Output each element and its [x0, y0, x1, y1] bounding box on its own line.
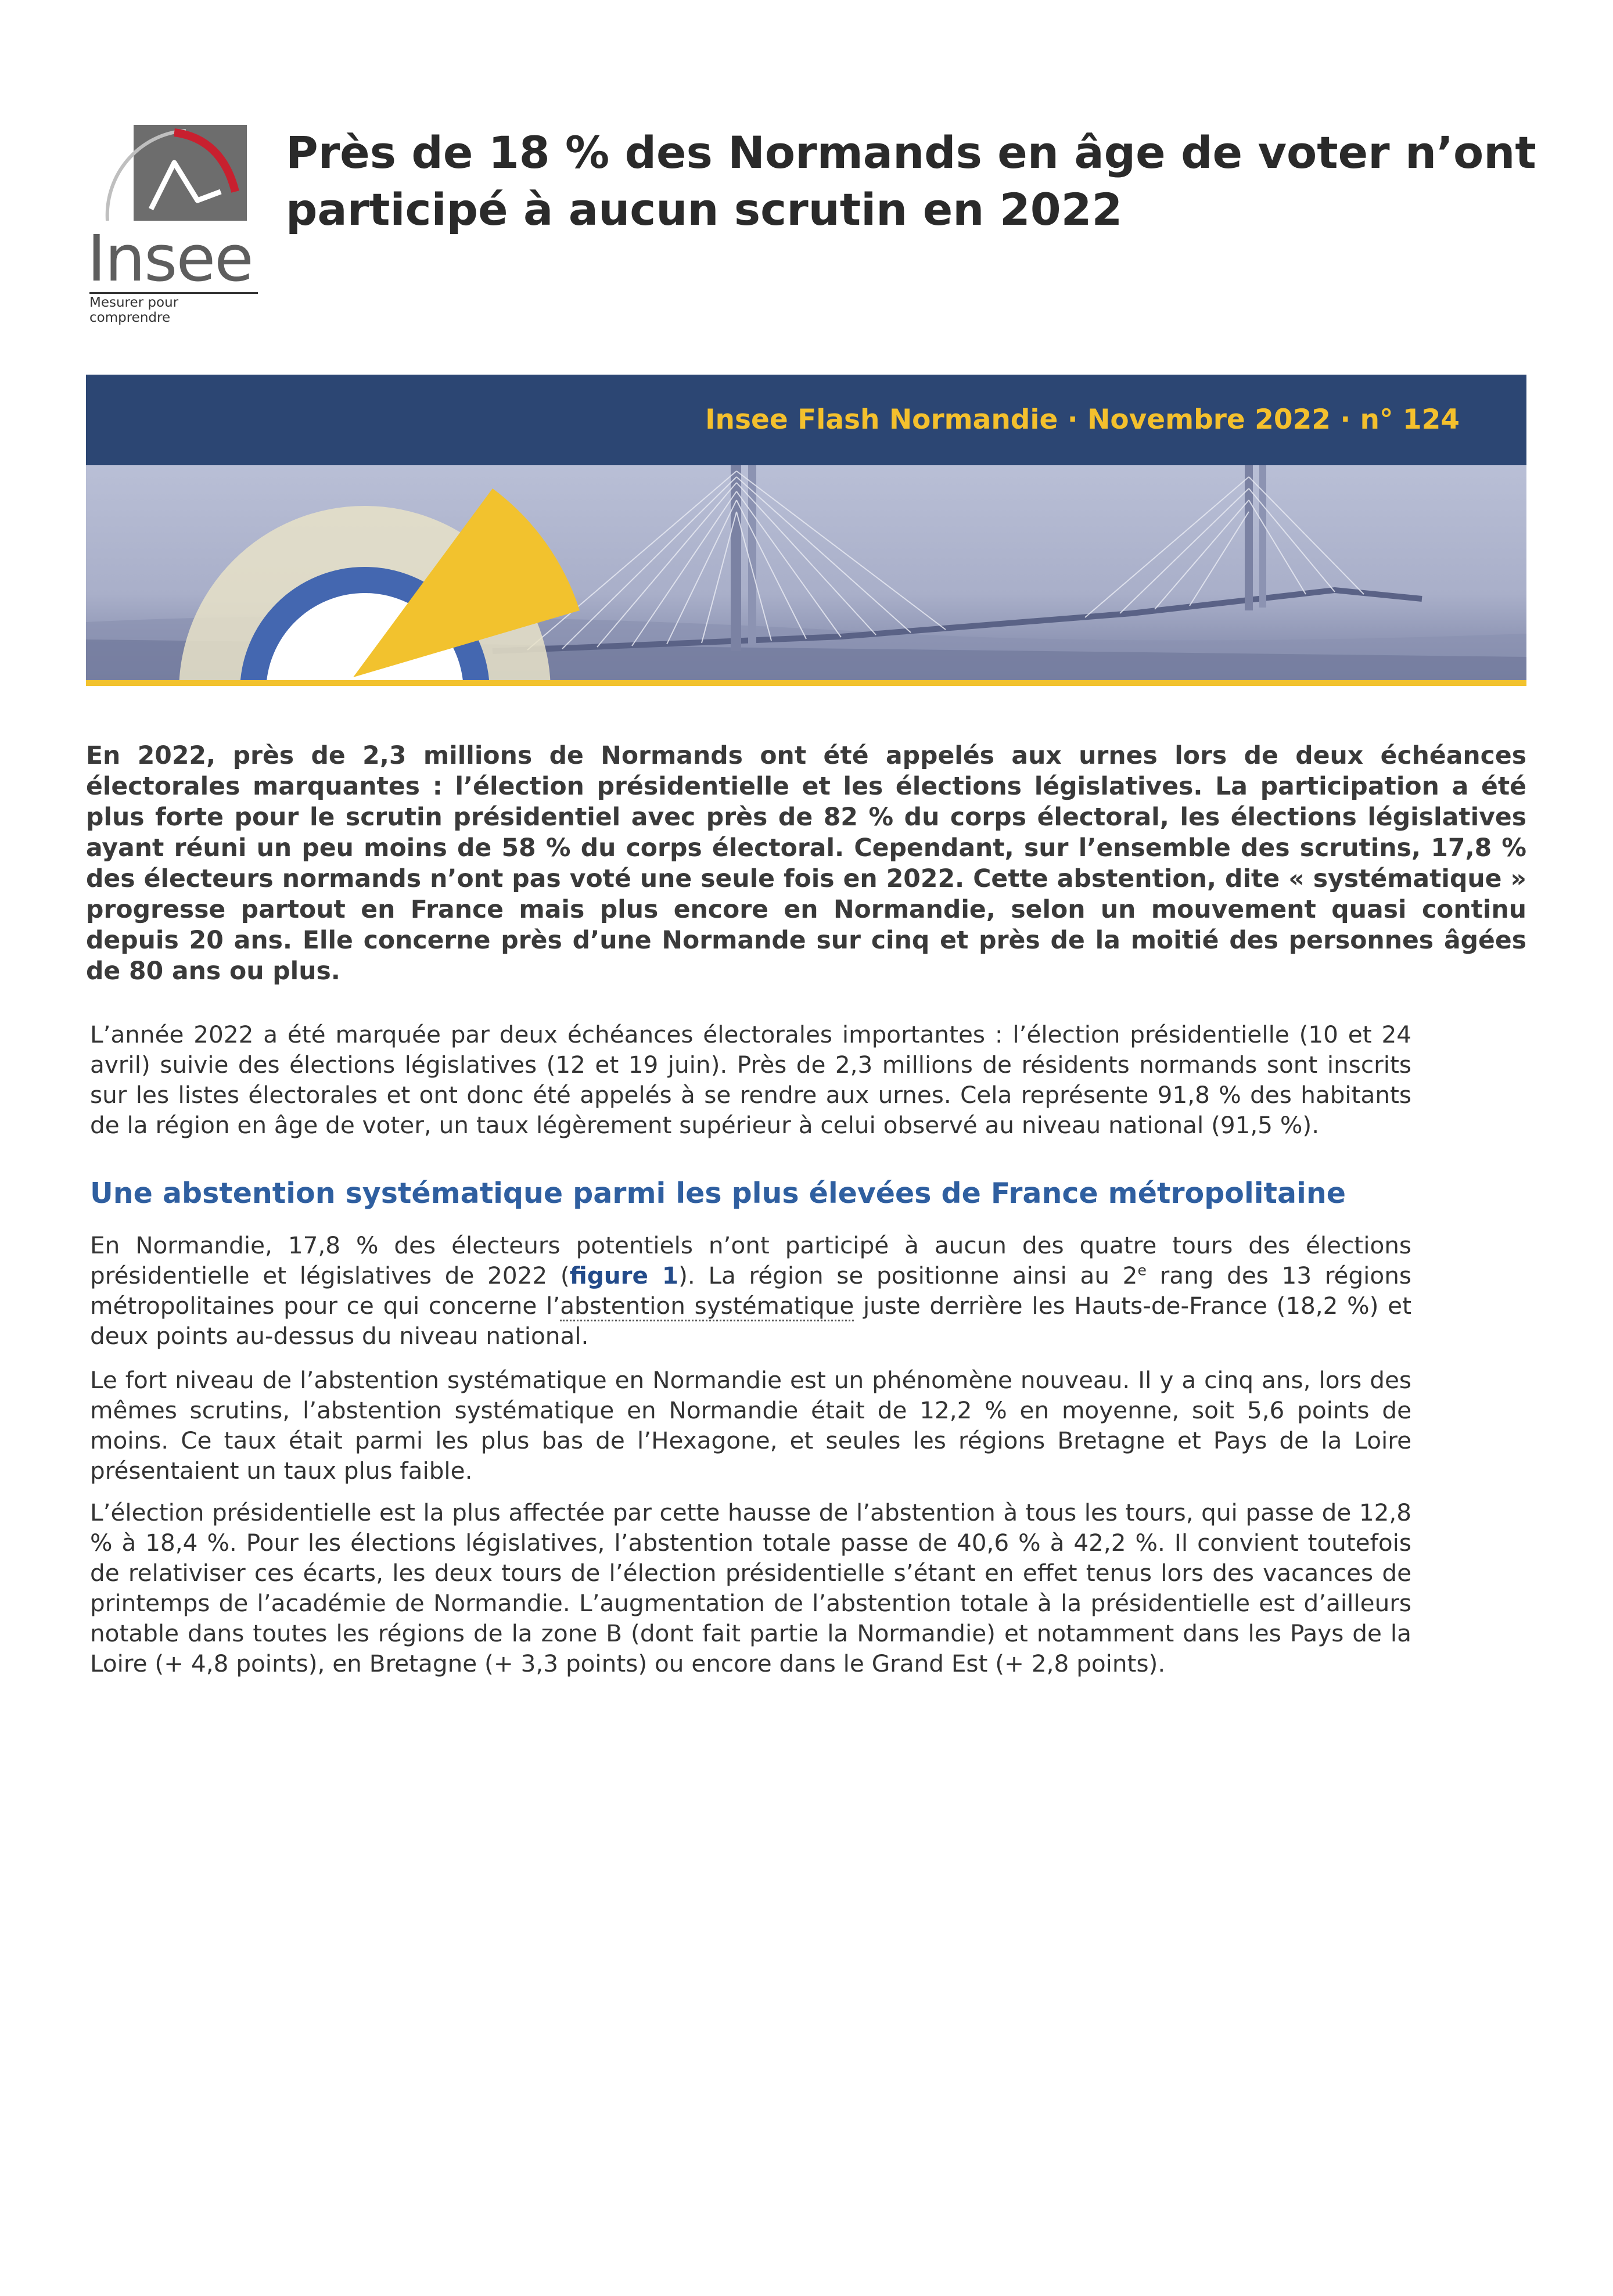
text-segment: ). La région se positionne ainsi au 2 [678, 1262, 1138, 1289]
logo-wordmark: Insee [87, 221, 253, 296]
intro-paragraph: L’année 2022 a été marquée par deux échéances électorales importantes : l’élection présidentielle (10 et 24 avril) suivie des élections législatives (12 et 19 juin). Près de 2,3 millions de résidents normands sont inscrits sur les listes électorales et ont donc été appelés à se rendre aux urnes. Cela représente 91,8 % des habitants de la région en âge de voter, un taux légèrement supérieur à celui observé au niveau national (91,5 %). [90, 1021, 1411, 1139]
page-title: Près de 18 % des Normands en âge de voter n’ont participé à aucun scrutin en 2022 [286, 127, 1536, 235]
glossary-term-abstention[interactable]: abstention systématique [560, 1292, 854, 1321]
banner-header [86, 375, 1526, 465]
ordinal-superscript: e [1137, 1262, 1147, 1279]
logo-tagline: Mesurer pour comprendre [89, 292, 258, 325]
lead-paragraph: En 2022, près de 2,3 millions de Normands ont été appelés aux urnes lors de deux échéances électorales marquantes : l’élection présidentielle et les élections législatives. La participation a été plus forte pour le scrutin présidentiel avec près de 82 % du corps électoral, les élections législatives ayant réuni un peu moins de 58 % du corps électoral. Cependant, sur l’ensemble des scrutins, 17,8 % des électeurs normands n’ont pas voté une seule fois en 2022. Cette abstention, dite « systématique » progresse partout en France mais plus encore en Normandie, selon un mouvement quasi continu depuis 20 ans. Elle concerne près d’une Normande sur cinq et près de la moitié des personnes âgées de 80 ans ou plus. [86, 742, 1526, 986]
publication-label: Insee Flash Normandie · Novembre 2022 · n° 124 [705, 404, 1460, 436]
section-paragraph-2: Le fort niveau de l’abstention systématique en Normandie est un phénomène nouveau. Il y a cinq ans, lors des mêmes scrutins, l’abstention systématique en Normandie était de 12,2 % en moyenne, soit 5,6 points de moins. Ce taux était parmi les plus bas de l’Hexagone, et seules les régions Bretagne et Pays de la Loire présentaient un taux plus faible. [90, 1366, 1411, 1485]
section-paragraph-3: L’élection présidentielle est la plus affectée par cette hausse de l’abstention à tous les tours, qui passe de 12,8 % à 18,4 %. Pour les élections législatives, l’abstention totale passe de 40,6 % à 42,2 %. Il convient toutefois de relativiser ces écarts, les deux tours de l’élection présidentielle s’étant en effet tenus lors des vacances de printemps de l’académie de Normandie. L’augmentation de l’abstention totale à la présidentielle est d’ailleurs notable dans toutes les régions de la zone B (dont fait partie la Normandie) et notamment dans les Pays de la Loire (+ 4,8 points), en Bretagne (+ 3,3 points) ou encore dans le Grand Est (+ 2,8 points). [90, 1499, 1411, 1677]
figure-1-link[interactable]: figure 1 [569, 1262, 679, 1289]
text-segment: juste derrière les Hauts-de-France (18,2 %) et deux points au-dessus du niveau national. [90, 1292, 1411, 1350]
section-heading: Une abstention systématique parmi les plus élevées de France métropolitaine [90, 1177, 1346, 1210]
text-segment: rang des 13 régions métropolitaines pour ce qui concerne l’ [90, 1262, 1411, 1320]
text-segment: En Normandie, 17,8 % des électeurs potentiels n’ont participé à aucun des quatre tours des élections présidentielle et législatives de 2022 ( [90, 1231, 1411, 1289]
banner-bridge-image [86, 465, 1526, 680]
section-paragraph-1 [90, 1230, 1411, 1351]
banner-underline [86, 680, 1526, 686]
